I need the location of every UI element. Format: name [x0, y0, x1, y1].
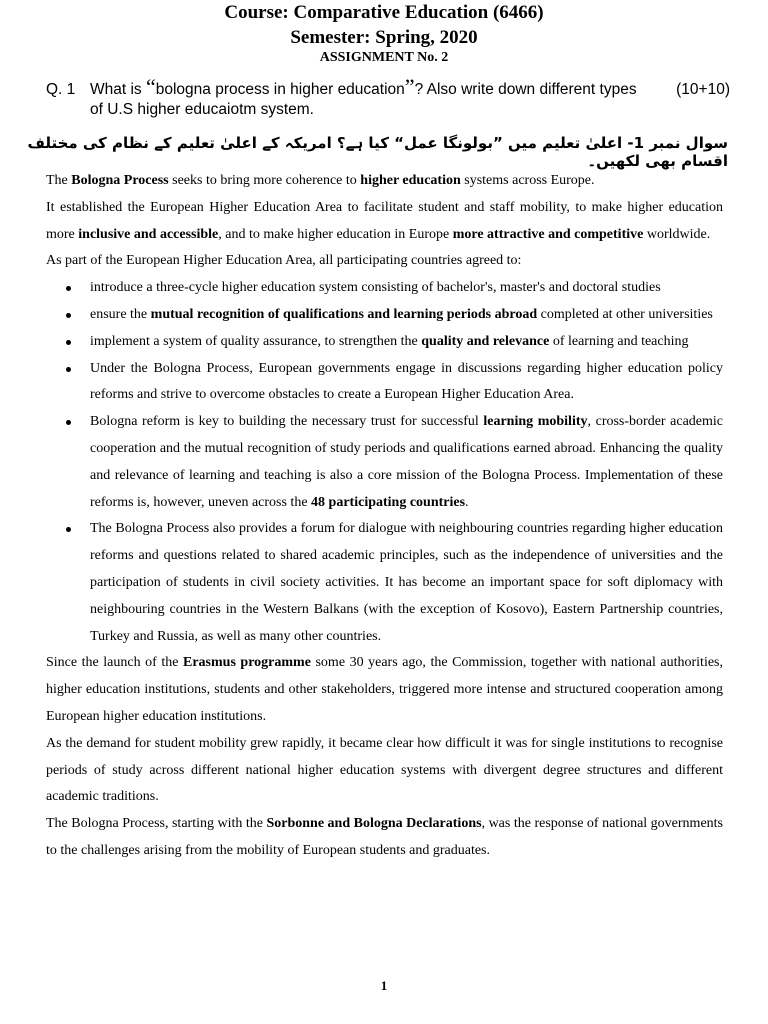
assignment-title: ASSIGNMENT No. 2	[319, 50, 449, 65]
semester-title: Semester: Spring, 2020	[290, 27, 478, 48]
paragraph-1: The Bologna Process seeks to bring more coherence to higher education systems across Europe.	[46, 173, 595, 188]
bullet-icon	[66, 420, 71, 425]
paragraph-2: It established the European Higher Education Area to facilitate student and staff mobility, to make higher education more inclusive and accessible, and to make higher education in Europe more attractive and competitive worldwide.	[46, 199, 723, 242]
urdu-question: سوال نمبر 1- اعلیٰ تعلیم میں ”بولونگا عمل“ کیا ہے؟ امریکہ کے اعلیٰ تعلیم کے نظام کی مختلف اقسام بھی لکھیں۔	[27, 134, 728, 170]
paragraph-5: As the demand for student mobility grew rapidly, it became clear how difficult it was for single institutions to recognise periods of study across different national higher education systems with divergent degree structures and different academic traditions.	[46, 735, 723, 805]
list-item: introduce a three-cycle higher education system consisting of bachelor's, master's and doctoral studies	[46, 275, 723, 302]
question-marks: (10+10)	[676, 81, 730, 98]
bullet-icon	[66, 286, 71, 291]
bullet-list	[46, 275, 723, 650]
question-number: Q. 1	[46, 81, 76, 98]
page-number: 1	[380, 978, 388, 993]
quote-open: “	[145, 74, 156, 99]
paragraph-3: As part of the European Higher Education Area, all participating countries agreed to:	[46, 253, 522, 269]
quote-close: ”	[404, 74, 415, 99]
list-item: ensure the mutual recognition of qualifications and learning periods abroad completed at other universities	[46, 302, 723, 329]
answer-body	[46, 168, 723, 865]
bullet-icon	[66, 313, 71, 318]
list-item: Under the Bologna Process, European governments engage in discussions regarding higher education policy reforms and strive to overcome obstacles to create a European Higher Education Area.	[46, 356, 723, 410]
question-highlight: bologna process in higher education	[155, 81, 405, 98]
list-item: implement a system of quality assurance, to strengthen the quality and relevance of learning and teaching	[46, 329, 723, 356]
course-title: Course: Comparative Education (6466)	[224, 2, 544, 23]
list-item: Bologna reform is key to building the necessary trust for successful learning mobility, cross-border academic cooperation and the mutual recognition of study periods and qualifications earned abroad. Enhancing the quality and relevance of learning and teaching is also a core mission of the Bologna Process. Implementation of these reforms is, however, uneven across the 48 participating countries.	[46, 409, 723, 516]
question-text	[90, 74, 650, 120]
bullet-icon	[66, 527, 71, 532]
paragraph-4: Since the launch of the Erasmus programme some 30 years ago, the Commission, together with national authorities, higher education institutions, students and other stakeholders, triggered more intense and structured cooperation among European higher education institutions.	[46, 655, 723, 724]
paragraph-6: The Bologna Process, starting with the Sorbonne and Bologna Declarations, was the response of national governments to the challenges arising from the mobility of European students and graduates.	[46, 816, 724, 858]
bullet-icon	[66, 367, 71, 372]
list-item: The Bologna Process also provides a forum for dialogue with neighbouring countries regarding higher education reforms and questions related to shared academic principles, such as the independence of universities and the participation of students in civil society activities. It has become an important space for soft diplomacy with neighbouring countries in the Western Balkans (with the exception of Kosovo), Eastern Partnership countries, Turkey and Russia, as well as many other countries.	[46, 516, 723, 650]
bullet-icon	[66, 340, 71, 345]
question-text-a: What is	[90, 81, 146, 98]
question-text-b: ? Also write down different types of U.S higher educaiotm system.	[90, 81, 637, 118]
